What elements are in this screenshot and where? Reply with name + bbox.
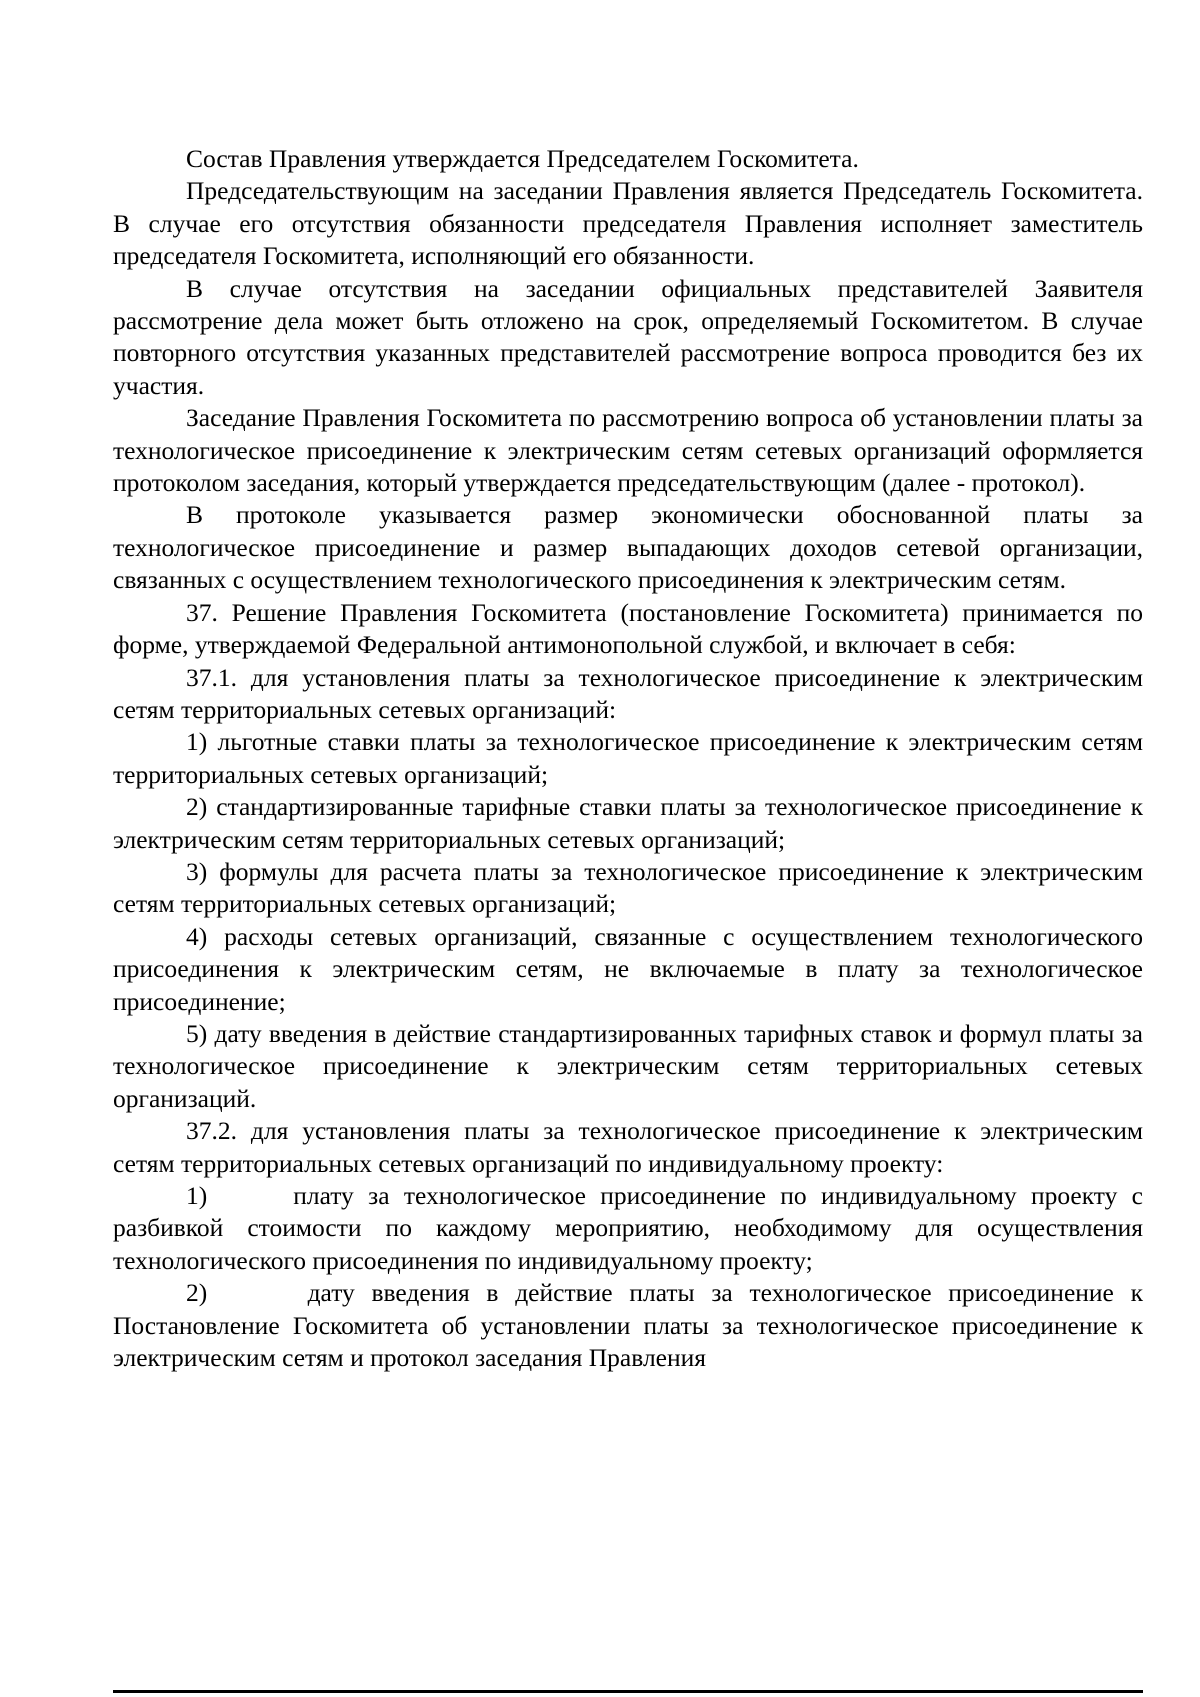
paragraph: В протоколе указывается размер экономически обоснованной платы за технологическое присоединение и размер выпадающих доходов сетевой организации, связанных с осуществлением технологического присоединения к электрическим сетям.	[113, 500, 1143, 595]
list-item: 3) формулы для расчета платы за технологическое присоединение к электрическим сетям территориальных сетевых организаций;	[113, 856, 1143, 919]
footer-divider	[113, 1690, 1143, 1693]
list-item: 1) льготные ставки платы за технологическое присоединение к электрическим сетям территориальных сетевых организаций;	[113, 727, 1143, 789]
paragraph: Состав Правления утверждается Председателем Госкомитета.	[186, 144, 859, 173]
paragraph: 37. Решение Правления Госкомитета (постановление Госкомитета) принимается по форме, утверждаемой Федеральной антимонопольной службой, и включает в себя:	[113, 597, 1143, 660]
list-item: 4) расходы сетевых организаций, связанные с осуществлением технологического присоединения к электрическим сетям, не включаемые в плату за технологическое присоединение;	[113, 921, 1143, 1016]
paragraph: Заседание Правления Госкомитета по рассмотрению вопроса об установлении платы за технологическое присоединение к электрическим сетям сетевых организаций оформляется протоколом заседания, который утверждается председательствующим (далее - протокол).	[113, 403, 1143, 498]
document-body	[113, 143, 1150, 1374]
list-item: 2) дату введения в действие платы за технологическое присоединение к Постановление Госкомитета об установлении платы за технологическое присоединение к электрическим сетям и протокол заседания Правления	[113, 1278, 1150, 1373]
paragraph: Председательствующим на заседании Правления является Председатель Госкомитета. В случае его отсутствия обязанности председателя Правления исполняет заместитель председателя Госкомитета, исполняющий его обязанности.	[113, 176, 1143, 271]
list-item: 2) стандартизированные тарифные ставки платы за технологическое присоединение к электрическим сетям территориальных сетевых организаций;	[113, 792, 1143, 854]
paragraph: В случае отсутствия на заседании официальных представителей Заявителя рассмотрение дела может быть отложено на срок, определяемый Госкомитетом. В случае повторного отсутствия указанных представителей рассмотрение вопроса проводится без их участия.	[113, 273, 1143, 400]
paragraph: 37.1. для установления платы за технологическое присоединение к электрическим сетям территориальных сетевых организаций:	[113, 662, 1143, 724]
paragraph: 37.2. для установления платы за технологическое присоединение к электрическим сетям территориальных сетевых организаций по индивидуальному проекту:	[113, 1116, 1143, 1178]
list-item: 5) дату введения в действие стандартизированных тарифных ставок и формул платы за технологическое присоединение к электрическим сетям территориальных сетевых организаций.	[113, 1018, 1143, 1113]
list-item: 1) плату за технологическое присоединение по индивидуальному проекту с разбивкой стоимости по каждому мероприятию, необходимому для осуществления технологического присоединения по индивидуальному проекту;	[113, 1181, 1150, 1275]
